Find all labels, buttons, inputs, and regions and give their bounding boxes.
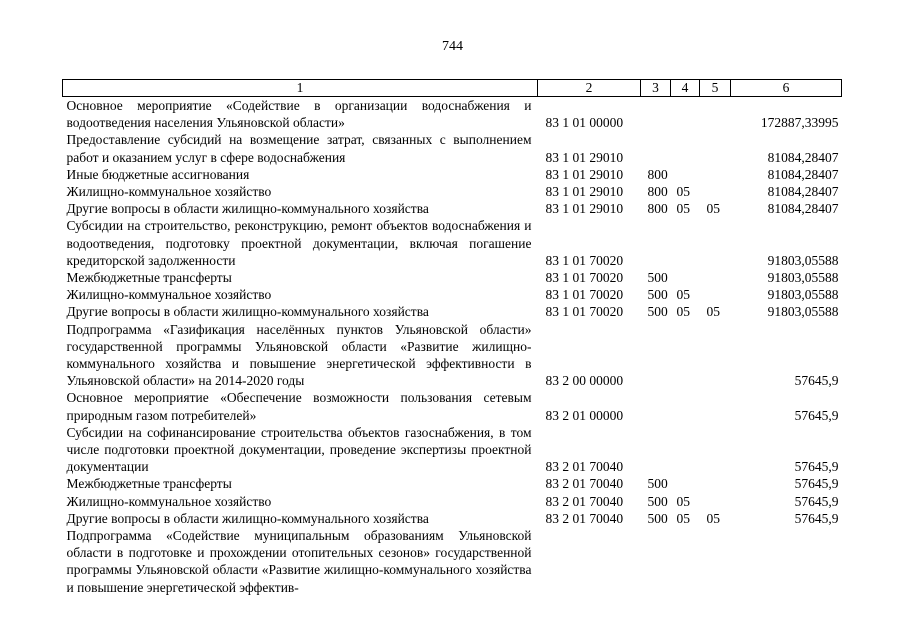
row-expense-type: 800 <box>647 184 668 200</box>
header-col-2: 2 <box>538 80 641 97</box>
row-expense-type <box>641 131 671 165</box>
row-code: 83 2 01 70040 <box>545 510 624 526</box>
row-amount: 81084,28407 <box>767 184 839 200</box>
row-amount: 57645,9 <box>794 476 839 492</box>
row-amount: 57645,9 <box>794 493 839 509</box>
row-code <box>538 527 641 596</box>
row-subsection: 05 <box>706 510 720 526</box>
row-amount: 91803,05588 <box>767 304 839 320</box>
row-subsection <box>700 269 731 286</box>
table-row <box>63 97 842 132</box>
row-code: 83 1 01 29010 <box>545 184 624 200</box>
row-expense-type: 500 <box>647 304 668 320</box>
row-code: 83 2 01 70040 <box>545 459 624 475</box>
row-subsection <box>700 424 731 476</box>
row-section: 05 <box>676 493 690 509</box>
row-expense-type <box>641 389 671 423</box>
row-section: 05 <box>676 184 690 200</box>
row-code: 83 1 01 29010 <box>545 201 624 217</box>
row-amount: 81084,28407 <box>767 166 839 182</box>
row-name: Межбюджетные трансферты <box>66 270 232 286</box>
row-amount: 81084,28407 <box>767 201 839 217</box>
row-amount <box>731 527 842 596</box>
table-row <box>63 200 842 217</box>
row-subsection <box>700 217 731 269</box>
header-col-5: 5 <box>700 80 731 97</box>
row-subsection: 05 <box>706 201 720 217</box>
table-row <box>63 217 842 269</box>
row-amount: 57645,9 <box>794 407 839 423</box>
table-row <box>63 131 842 165</box>
row-name: Подпрограмма «Содействие муниципальным образованиям Ульяновской области в подготовке и прохождении отопительных сезонов» государственной программы Ульяновской области «Развитие жилищно-коммунального хозяйства и повышение энергетической эффектив- <box>66 528 532 595</box>
table-row <box>63 303 842 320</box>
row-amount: 91803,05588 <box>767 287 839 303</box>
row-amount: 81084,28407 <box>767 149 839 165</box>
row-amount: 57645,9 <box>794 510 839 526</box>
row-code: 83 1 01 70020 <box>545 270 624 286</box>
table-header-row <box>63 80 842 97</box>
table-row <box>63 510 842 527</box>
row-code: 83 1 01 70020 <box>545 287 624 303</box>
table-row <box>63 475 842 492</box>
row-code: 83 2 01 00000 <box>545 407 624 423</box>
row-name: Иные бюджетные ассигнования <box>66 166 250 182</box>
table-row <box>63 286 842 303</box>
row-name: Субсидии на софинансирование строительства объектов газоснабжения, в том числе подготовки проектной документации, проведение экспертизы проектной документации <box>66 424 532 475</box>
table-row <box>63 493 842 510</box>
row-code: 83 1 01 00000 <box>545 115 624 131</box>
row-name: Основное мероприятие «Обеспечение возможности пользования сетевым природным газом потребителей» <box>66 390 532 423</box>
row-code: 83 1 01 70020 <box>545 304 624 320</box>
row-name: Другие вопросы в области жилищно-коммунального хозяйства <box>66 201 429 217</box>
row-expense-type <box>641 527 671 596</box>
row-section <box>671 166 700 183</box>
row-subsection <box>700 97 731 132</box>
row-expense-type: 500 <box>647 287 668 303</box>
row-name: Подпрограмма «Газификация населённых пунктов Ульяновской области» государственной программы Ульяновской области «Развитие жилищно-коммунального хозяйства и повышение энергетической эффективности в Ульяновской области» на 2014-2020 годы <box>66 321 532 389</box>
row-subsection <box>700 389 731 423</box>
row-expense-type: 800 <box>647 201 668 217</box>
row-code: 83 2 01 70040 <box>545 476 624 492</box>
row-section: 05 <box>676 304 690 320</box>
row-name: Жилищно-коммунальное хозяйство <box>66 493 272 509</box>
table-row <box>63 527 842 596</box>
row-name: Основное мероприятие «Содействие в организации водоснабжения и водоотведения населения Ульяновской области» <box>66 98 532 131</box>
row-expense-type <box>641 424 671 476</box>
row-amount: 57645,9 <box>794 373 839 389</box>
row-section <box>671 321 700 390</box>
row-amount: 172887,33995 <box>760 115 839 131</box>
row-section <box>671 269 700 286</box>
row-name: Жилищно-коммунальное хозяйство <box>66 287 272 303</box>
row-name: Предоставление субсидий на возмещение затрат, связанных с выполнением работ и оказанием услуг в сфере водоснабжения <box>66 132 532 165</box>
row-section: 05 <box>676 510 690 526</box>
row-section <box>671 475 700 492</box>
row-subsection <box>700 183 731 200</box>
row-expense-type <box>641 321 671 390</box>
row-code: 83 1 01 29010 <box>545 149 624 165</box>
row-subsection: 05 <box>706 304 720 320</box>
header-col-4: 4 <box>671 80 700 97</box>
row-section <box>671 131 700 165</box>
page-number: 744 <box>442 39 463 54</box>
row-expense-type: 500 <box>647 493 668 509</box>
row-section <box>671 389 700 423</box>
row-code: 83 1 01 70020 <box>545 252 624 268</box>
budget-table <box>62 79 842 596</box>
row-section <box>671 527 700 596</box>
row-expense-type: 500 <box>647 510 668 526</box>
row-section <box>671 424 700 476</box>
row-subsection <box>700 321 731 390</box>
header-col-3: 3 <box>641 80 671 97</box>
row-section <box>671 97 700 132</box>
row-name: Субсидии на строительство, реконструкцию, ремонт объектов водоснабжения и водоотведения, подготовку проектной документации, включая погашение кредиторской задолженности <box>66 218 532 268</box>
row-amount: 57645,9 <box>794 459 839 475</box>
row-section: 05 <box>676 287 690 303</box>
row-code: 83 2 01 70040 <box>545 493 624 509</box>
header-col-1: 1 <box>63 80 538 97</box>
row-subsection <box>700 493 731 510</box>
row-code: 83 1 01 29010 <box>545 166 624 182</box>
row-section: 05 <box>676 201 690 217</box>
row-name: Другие вопросы в области жилищно-коммунального хозяйства <box>66 510 429 526</box>
row-expense-type: 500 <box>647 476 668 492</box>
table-row <box>63 321 842 390</box>
row-expense-type: 800 <box>647 166 668 182</box>
table-row <box>63 166 842 183</box>
row-amount: 91803,05588 <box>767 252 839 268</box>
table-row <box>63 424 842 476</box>
row-expense-type: 500 <box>647 270 668 286</box>
row-subsection <box>700 286 731 303</box>
header-col-6: 6 <box>731 80 842 97</box>
table-row <box>63 269 842 286</box>
row-name: Жилищно-коммунальное хозяйство <box>66 184 272 200</box>
row-expense-type <box>641 217 671 269</box>
row-code: 83 2 00 00000 <box>545 373 624 389</box>
row-name: Другие вопросы в области жилищно-коммунального хозяйства <box>66 304 429 320</box>
row-name: Межбюджетные трансферты <box>66 476 232 492</box>
row-subsection <box>700 527 731 596</box>
table-row <box>63 183 842 200</box>
row-section <box>671 217 700 269</box>
table-row <box>63 389 842 423</box>
row-expense-type <box>641 97 671 132</box>
row-amount: 91803,05588 <box>767 270 839 286</box>
row-subsection <box>700 166 731 183</box>
row-subsection <box>700 131 731 165</box>
row-subsection <box>700 475 731 492</box>
